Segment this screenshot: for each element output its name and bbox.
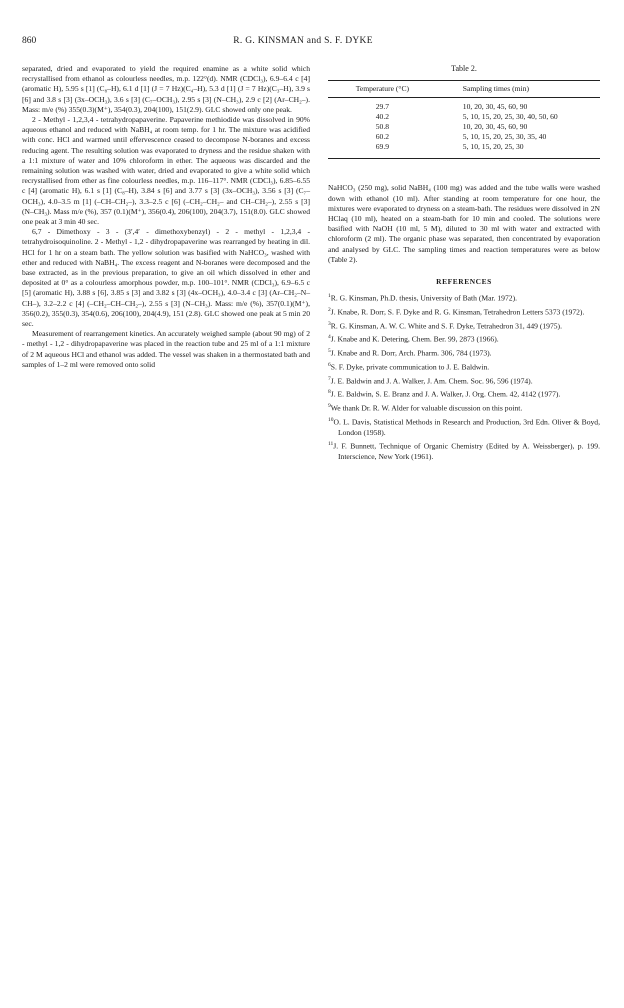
- reference-item: [328, 401, 600, 414]
- paragraph-workup: NaHCO₃ (250 mg), solid NaBH₄ (100 mg) was added and the tube walls were washed down with ethanol (10 ml). After standing at room temperature for one hour, the mixtures were evaporated to dryness on a steam-bath. The residues were dissolved in 2N HClaq (10 ml), heated on a steam-bath for 10 min and cooled. The solutions were basified with NaOH (10 ml, 5 M), diluted to 30 ml with water and extracted with chloroform (2 ml). The organic phase was separated, then concentrated by evaporation and analysed by GLC. The sampling times and reaction temperatures were as below (Table 2).: [328, 183, 600, 264]
- paragraph-kinetics: Measurement of rearrangement kinetics. An accurately weighed sample (about 90 mg) of 2 - methyl - 1,2 - dihydropapaverine was placed in the reaction tube and 25 ml of a 1:1 mixture of 2 M aqueous HCl and ethanol was added. The vessel was shaken in a thermostated bath and samples of 1–2 ml were removed onto solid: [22, 329, 310, 369]
- table-row: [328, 132, 600, 142]
- reference-number: 9: [328, 403, 331, 410]
- table-row: [328, 98, 600, 113]
- reference-text: J. Knabe and K. Detering, Chem. Ber. 99, 2873 (1966).: [330, 334, 499, 344]
- reference-number: 3: [328, 320, 331, 327]
- reference-text: We thank Dr. R. W. Alder for valuable discussion on this point.: [330, 403, 523, 413]
- table-row: [328, 142, 600, 159]
- reference-item: [328, 346, 600, 359]
- paragraph-tetrahydropapaverine: 2 - Methyl - 1,2,3,4 - tetrahydropapaverine. Papaverine methiodide was dissolved in 90% aqueous ethanol and reduced with NaBH₄ at room temp. for 1 hr. The mixture was acidified with conc. HCl and warmed until effervescence ceased to decompose N-boranes and excess reducing agent. The resulting solution was evaporated to dryness and the residue shaken with a 1:1 mixture of water and 10% chloroform in ether. The aqueous was discarded and the remaining solution was washed with water, dried and evaporated to give a white solid which recrystallised from ether as fine colourless needles, m.p. 116–117°. NMR (CDCl₃), 6.85–6.55 c [4] (aromatic H), 6.1 s [1] (C₈–H), 3.84 s [6] and 3.77 s [3] (3x–OCH₃), 3.56 s [3] (C₇–OCH₃), 4.0–3.5 m [1] (–CH–CH₂–), 3.3–2.5 c [6] (–CH₂–CH₂– and CH–CH₂–), 2.55 s [3] (N–CH₃). Mass m/e (%), 357 (0.1)(M⁺), 356(0.4), 206(100), 204(3.7), 151(8.0). GLC showed one peak at 3 min 40 sec.: [22, 115, 310, 227]
- reference-number: 8: [328, 389, 331, 396]
- reference-item: [328, 319, 600, 332]
- reference-item: [328, 305, 600, 318]
- reference-number: 2: [328, 306, 331, 313]
- reference-item: [328, 387, 600, 400]
- cell-sampling-times: 5, 10, 15, 20, 25, 30, 35, 40: [462, 132, 547, 142]
- cell-temperature: 40.2: [375, 112, 390, 122]
- reference-number: 5: [328, 348, 331, 355]
- running-header: [22, 36, 584, 50]
- reference-text: J. E. Baldwin, S. E. Branz and J. A. Walker, J. Org. Chem. 42, 4142 (1977).: [330, 389, 561, 399]
- cell-sampling-times: 10, 20, 30, 45, 60, 90: [462, 102, 528, 112]
- reference-text: O. L. Davis, Statistical Methods in Research and Production, 3rd Edn. Oliver & Boyd, London (1958).: [333, 417, 600, 437]
- reference-number: 11: [328, 440, 334, 447]
- paragraph-enamine: separated, dried and evaporated to yield the required enamine as a white solid which recrystallised from ethanol as colourless needles, m.p. 122°(d). NMR (CDCl₃), 6.9–6.4 c [4] (aromatic H), 5.95 s [1] (C₈–H), 6.1 d [1] (J = 7 Hz)(C₄–H), 5.3 d [1] (J = 7 Hz)(C₃–H), 3.9 s [6] and 3.8 s [3] (3x–OCH₃), 3.6 s [3] (C₇–OCH₃), 2.95 s [3] (N–CH₃), 2.9 c [2] (Ar–CH₂–). Mass: m/e (%) 355(0.3)(M⁺), 354(0.3), 204(100), 151(2.9). GLC showed only one peak.: [22, 64, 310, 114]
- table-header-row: [328, 81, 600, 98]
- cell-sampling-times: 10, 20, 30, 45, 60, 90: [462, 122, 528, 132]
- page-number: 860: [22, 36, 37, 46]
- reference-item: [328, 374, 600, 387]
- left-column: [22, 64, 310, 370]
- reference-text: J. Knabe, R. Dorr, S. F. Dyke and R. G. Kinsman, Tetrahedron Letters 5373 (1972).: [330, 307, 585, 317]
- reference-item: [328, 415, 600, 438]
- running-head-authors: R. G. KINSMAN and S. F. DYKE: [233, 36, 373, 46]
- reference-number: 4: [328, 334, 331, 341]
- references-heading: REFERENCES: [436, 277, 492, 287]
- header-sampling-times: Sampling times (min): [437, 81, 600, 98]
- table-row: [328, 122, 600, 132]
- cell-temperature: 50.8: [375, 122, 390, 132]
- reference-text: J. Knabe and R. Dorr, Arch. Pharm. 306, 784 (1973).: [330, 348, 492, 358]
- cell-sampling-times: 5, 10, 15, 20, 25, 30, 40, 50, 60: [462, 112, 558, 122]
- table-caption: Table 2.: [451, 64, 477, 73]
- reference-text: S. F. Dyke, private communication to J. E. Baldwin.: [330, 362, 490, 372]
- cell-temperature: 29.7: [375, 102, 390, 112]
- reference-number: 1: [328, 293, 331, 300]
- reference-item: [328, 439, 600, 462]
- header-temperature: Temperature (°C): [328, 81, 437, 98]
- reference-text: J. F. Bunnett, Technique of Organic Chemistry (Edited by A. Weissberger), p. 199. Interscience, New York (1961).: [333, 441, 600, 461]
- cell-temperature: 69.9: [328, 142, 437, 159]
- paragraph-tetrahydroisoquinoline: 6,7 - Dimethoxy - 3 - (3′,4′ - dimethoxybenzyl) - 2 - methyl - 1,2,3,4 - tetrahydroisoquinoline. 2 - Methyl - 1,2 - dihydropapaverine was rearranged by heating in dil. HCl for 1 hr on a steam bath. The yellow solution was basified with NaHCO₃, washed with ether and reduced with NaBH₄. The excess reagent and N-boranes were decomposed and the base extracted, as in the previous preparation, to give an oil which dissolved in ether and deposited at 0° as a colourless amorphous powder, m.p. 100–101°. NMR (CDCl₃), 6.9–6.5 c [5] (aromatic H), 3.88 s [6], 3.85 s [3] and 3.82 s [3] (4x–OCH₃), 4.0–3.4 c [3] (Ar–CH₂–N–CH–), 3.2–2.2 c [4] (–CH₂–CH–CH₂–), 2.55 s [3] (N–CH₃). Mass: m/e (%), 357(0.1)(M⁺), 356(0.2), 355(0.3), 354(0.6), 206(100), 204(4.9), 151 (2.8). GLC showed one peak at 5 min 20 sec.: [22, 227, 310, 329]
- right-column: [328, 64, 600, 463]
- reference-number: 7: [328, 375, 331, 382]
- references-list: [328, 291, 600, 461]
- reference-text: R. G. Kinsman, A. W. C. White and S. F. Dyke, Tetrahedron 31, 449 (1975).: [330, 321, 562, 331]
- reference-item: [328, 360, 600, 373]
- reference-number: 6: [328, 361, 331, 368]
- reference-item: [328, 332, 600, 345]
- reference-text: J. E. Baldwin and J. A. Walker, J. Am. Chem. Soc. 96, 596 (1974).: [330, 376, 533, 386]
- cell-temperature: 60.2: [375, 132, 390, 142]
- sampling-times-table: [328, 80, 600, 159]
- cell-sampling-times: 5, 10, 15, 20, 25, 30: [437, 142, 600, 159]
- table-row: [328, 112, 600, 122]
- reference-item: [328, 291, 600, 304]
- reference-number: 10: [328, 416, 334, 423]
- reference-text: R. G. Kinsman, Ph.D. thesis, University of Bath (Mar. 1972).: [330, 293, 517, 303]
